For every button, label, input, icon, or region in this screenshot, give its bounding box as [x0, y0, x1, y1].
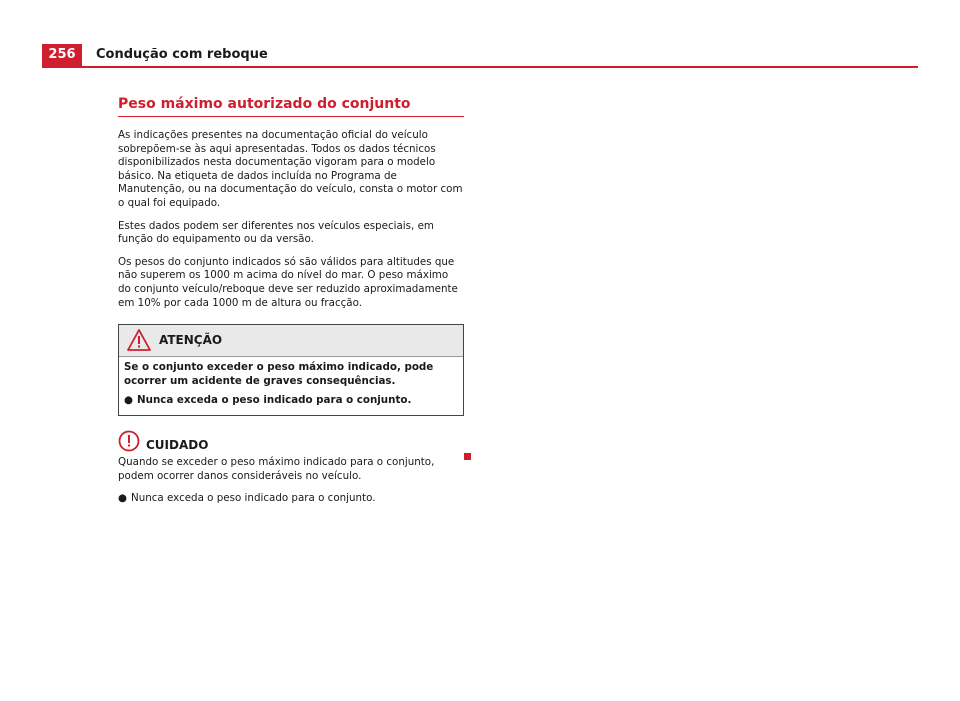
bullet-dot: ●	[124, 394, 133, 407]
paragraph-3: Os pesos do conjunto indicados só são válidos para altitudes que não superem os 1000 m acima do nível do mar. O peso máximo do conjunto veículo/reboque deve ser reduzido aproximadamente em 10% por cada 1000 m de altura ou fracção.	[118, 255, 458, 309]
warning-header	[119, 325, 463, 357]
warning-triangle-icon	[127, 329, 151, 351]
chapter-title: Condução com reboque	[96, 47, 268, 62]
paragraph-1: As indicações presentes na documentação oficial do veículo sobrepõem-se às aqui apresentadas. Todos os dados técnicos disponibilizados nesta documentação vigoram para o modelo básico. Na etiqueta de dados incluída no Programa de Manutenção, ou na documentação do veículo, consta o motor com o qual foi equipado.	[118, 129, 463, 209]
section-end-marker	[464, 453, 471, 460]
caution-bullet-text: Nunca exceda o peso indicado para o conjunto.	[131, 492, 376, 505]
caution-header	[118, 430, 464, 454]
caution-bullet	[118, 492, 464, 506]
caution-text: Quando se exceder o peso máximo indicado para o conjunto, podem ocorrer danos consideráveis no veículo.	[118, 455, 435, 482]
caution-block	[118, 430, 464, 506]
warning-label: ATENÇÃO	[159, 333, 223, 348]
warning-body	[119, 357, 463, 415]
warning-bullet-text: Nunca exceda o peso indicado para o conjunto.	[137, 394, 412, 407]
content-column	[118, 96, 464, 506]
paragraph-2: Estes dados podem ser diferentes nos veículos especiais, em função do equipamento ou da versão.	[118, 219, 434, 246]
section-title: Peso máximo autorizado do conjunto	[118, 96, 464, 117]
warning-box	[118, 324, 464, 416]
page-number: 256	[42, 44, 82, 66]
bullet-dot: ●	[118, 492, 127, 505]
warning-bullet	[124, 394, 458, 408]
page-header	[42, 44, 918, 68]
caution-label: CUIDADO	[146, 437, 209, 452]
warning-text: Se o conjunto exceder o peso máximo indicado, pode ocorrer um acidente de graves consequências.	[124, 361, 434, 387]
exclamation-circle-icon	[118, 430, 140, 452]
